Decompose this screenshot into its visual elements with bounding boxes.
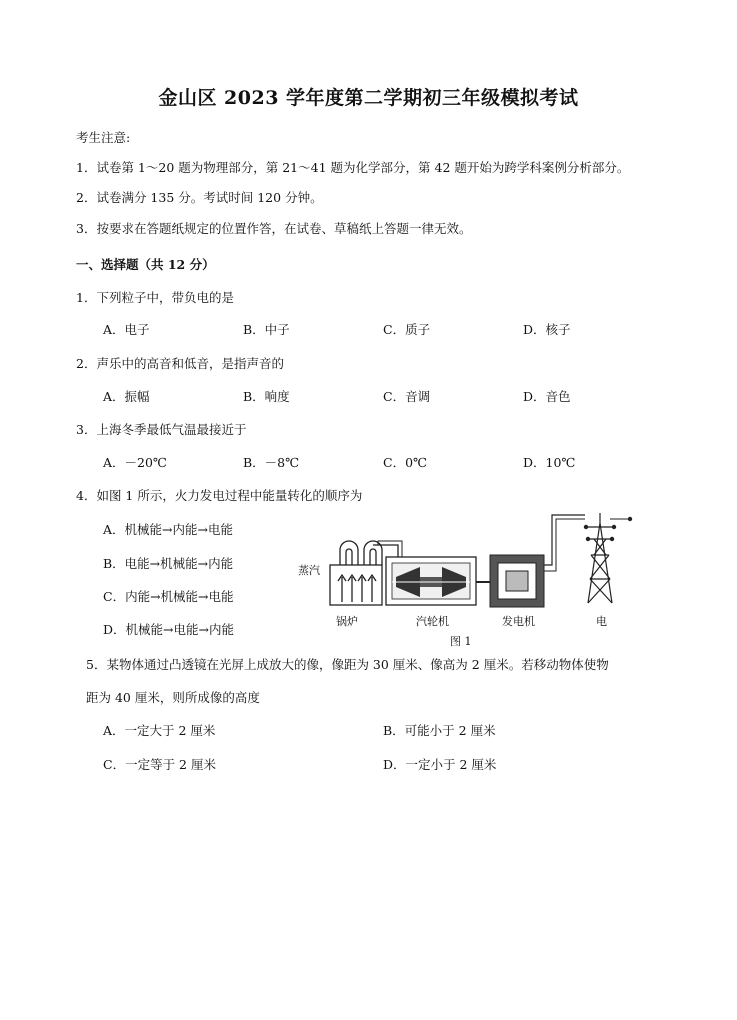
option-a[interactable]: A．振幅 [103, 389, 150, 404]
figure-1-power-plant-diagram [290, 505, 650, 653]
question-stem-continued: 距为 40 厘米，则所成像的高度 [86, 690, 260, 705]
option-a[interactable]: A．电子 [103, 322, 150, 337]
option-a[interactable]: A．一定大于 2 厘米 [103, 723, 216, 738]
generator-icon [490, 555, 544, 607]
option-c[interactable]: C．内能→机械能→电能 [103, 589, 234, 604]
option-b[interactable]: B．电能→机械能→内能 [103, 556, 234, 571]
option-b[interactable]: B．中子 [243, 322, 290, 337]
boiler-icon [330, 541, 382, 605]
option-c[interactable]: C．质子 [383, 322, 431, 337]
page-title: 金山区 2023 学年度第二学期初三年级模拟考试 [158, 87, 579, 109]
steam-label: 蒸汽 [298, 564, 320, 577]
notice-item: 3．按要求在答题纸规定的位置作答，在试卷、草稿纸上答题一律无效。 [76, 221, 472, 236]
option-c[interactable]: C．一定等于 2 厘米 [103, 757, 216, 772]
question-stem: 4．如图 1 所示，火力发电过程中能量转化的顺序为 [76, 488, 363, 503]
option-b[interactable]: B．响度 [243, 389, 290, 404]
electricity-label: 电 [596, 615, 607, 628]
notice-item: 1．试卷第 1～20 题为物理部分，第 21～41 题为化学部分，第 42 题开始为跨学科案例分析部分。 [76, 160, 630, 175]
option-b[interactable]: B．可能小于 2 厘米 [383, 723, 496, 738]
option-d[interactable]: D．机械能→电能→内能 [103, 622, 234, 637]
option-d[interactable]: D．核子 [523, 322, 571, 337]
option-d[interactable]: D．10℃ [523, 455, 576, 470]
question-stem: 3．上海冬季最低气温最接近于 [76, 422, 247, 437]
option-d[interactable]: D．音色 [523, 389, 571, 404]
option-a[interactable]: A．－20℃ [103, 455, 167, 470]
transmission-tower-icon [584, 513, 632, 603]
notice-item: 2．试卷满分 135 分。考试时间 120 分钟。 [76, 190, 323, 205]
question-stem: 2．声乐中的高音和低音，是指声音的 [76, 356, 284, 371]
generator-label: 发电机 [502, 615, 535, 628]
option-d[interactable]: D．一定小于 2 厘米 [383, 757, 497, 772]
figure-caption: 图 1 [450, 635, 472, 648]
boiler-label: 锅炉 [336, 615, 358, 628]
option-a[interactable]: A．机械能→内能→电能 [103, 522, 233, 537]
option-b[interactable]: B．－8℃ [243, 455, 300, 470]
notice-heading: 考生注意: [76, 130, 131, 145]
turbine-icon [386, 557, 476, 605]
question-stem: 5．某物体通过凸透镜在光屏上成放大的像，像距为 30 厘米、像高为 2 厘米。若移动物体使物 [86, 657, 609, 672]
option-c[interactable]: C．0℃ [383, 455, 428, 470]
turbine-label: 汽轮机 [416, 615, 449, 628]
section-heading: 一、选择题（共 12 分） [76, 257, 215, 272]
option-c[interactable]: C．音调 [383, 389, 431, 404]
question-stem: 1．下列粒子中，带负电的是 [76, 290, 234, 305]
